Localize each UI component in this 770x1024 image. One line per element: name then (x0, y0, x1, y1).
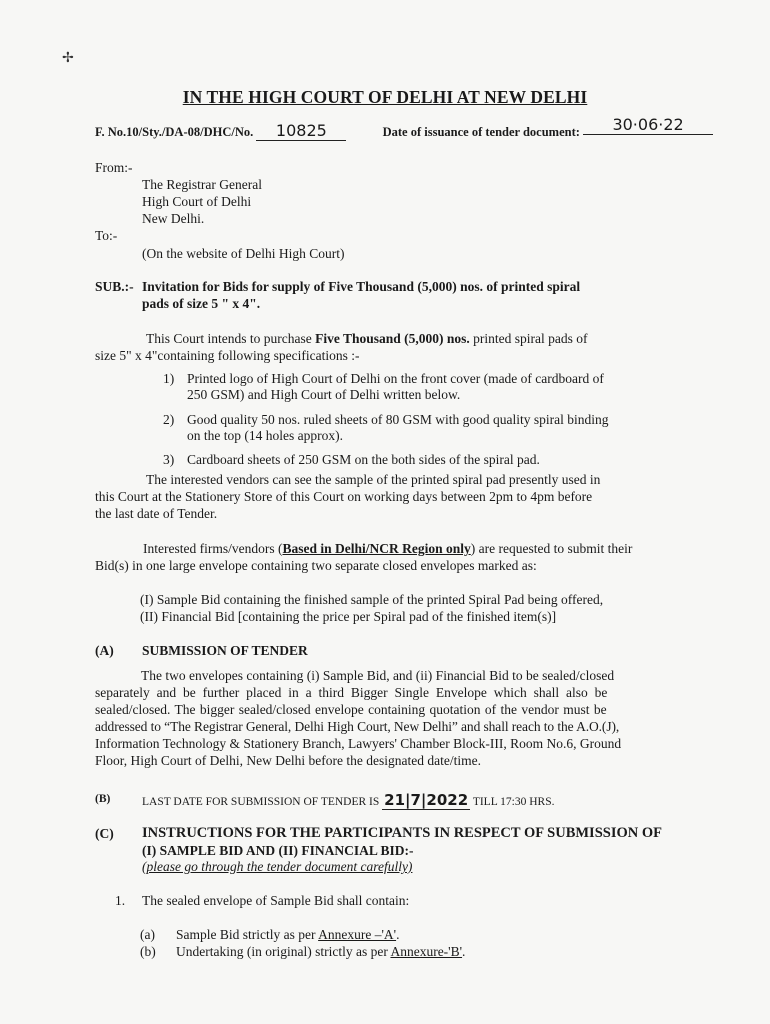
to-label: To:- (95, 228, 118, 243)
last-date-text: LAST DATE FOR SUBMISSION OF TENDER IS (142, 796, 380, 808)
sub-item-b: Undertaking (in original) strictly as per Annexure-'B'. (176, 944, 466, 959)
section-b-line (142, 791, 555, 810)
section-c-note: (please go through the tender document carefully) (142, 859, 413, 874)
subject-label: SUB.:- (95, 279, 134, 294)
section-c-label: (C) (95, 826, 114, 841)
issue-date-handwritten: 30·06·22 (583, 115, 713, 135)
document-page: ✢ IN THE HIGH COURT OF DELHI AT NEW DELHI F. No.10/Sty./DA-08/DHC/No. 10825 Date of issuance of tender document: 30·06·22 From:- The Registrar General High Court of Delhi New Delhi. To:- (On the website of Delhi High Court) SUB.:- Invitation for Bids for supply of Five Thousand (5,000) nos. of printed spiral pads of size 5 " x 4". This Court intends to purchase Five Thousand (5,000) nos. printed spiral pads of size 5" x 4"containing following specifications :- 1) Printed logo of High Court of Delhi on the front cover (made of cardboard of 250 GSM) and High Court of Delhi written below. 2) Good quality 50 nos. ruled sheets of 80 GSM with good quality spiral binding on the top (14 holes approx). 3) Cardboard sheets of 250 GSM on the both sides of the spiral pad. The interested vendors can see the sample of the printed spiral pad presently used in this Court at the Stationery Store of this Court on working days between 2pm to 4pm before the last date of Tender. Interested firms/vendors (Based in Delhi/NCR Region only) are requested to submit their Bid(s) in one large envelope containing two separate closed envelopes marked as: (I) Sample Bid containing the finished sample of the printed Spiral Pad being offered, (II) Financial Bid [containing the price per Spiral pad of the finished item(s)] (A) SUBMISSION OF TENDER The two envelopes containing (i) Sample Bid, and (ii) Financial Bid to be sealed/closed separately and be further placed in a third Bigger Single Envelope which shall also be sealed/closed. The bigger sealed/closed envelope containing quotation of the vendor must be addressed to “The Registrar General, Delhi High Court, New Delhi” and shall reach to the A.O.(J), Information Technology & Stationery Branch, Lawyers' Chamber Block-III, Room No.6, Ground Floor, High Court of Delhi, New Delhi before the designated date/time. (B) LAST DATE FOR SUBMISSION OF TENDER IS 21|7|2022 TILL 17:30 HRS. (C) INSTRUCTIONS FOR THE PARTICIPANTS IN RESPECT OF SUBMISSION OF (I) SAMPLE BID AND (II) FINANCIAL BID:- (please go through the tender document carefully) 1. The sealed envelope of Sample Bid shall contain: (a) Sample Bid strictly as per Annexure –'A'. (b) Undertaking (in original) strictly as per Annexure-'B'. (0, 0, 770, 1024)
last-date-handwritten: 21|7|2022 (384, 791, 469, 809)
section-c-title-2: (I) SAMPLE BID AND (II) FINANCIAL BID:- (142, 843, 414, 858)
sample-para-line-2: this Court at the Stationery Store of this Court on working days between 2pm to 4pm before (95, 489, 593, 504)
subject-line-2: pads of size 5 " x 4". (142, 296, 261, 311)
sub-item-a: Sample Bid strictly as per Annexure –'A'. (176, 927, 400, 942)
from-line-2: High Court of Delhi (142, 194, 252, 209)
date-label: Date of issuance of tender document: (382, 125, 580, 139)
annexure-b-link: Annexure-'B' (390, 944, 463, 959)
sub-item-a-number: (a) (140, 927, 155, 942)
subject-line-1: Invitation for Bids for supply of Five Thousand (5,000) nos. of printed spiral (142, 279, 581, 294)
from-line-3: New Delhi. (142, 211, 205, 226)
to-line: (On the website of Delhi High Court) (142, 246, 345, 261)
intro-line-2: size 5" x 4"containing following specifications :- (95, 348, 360, 363)
from-line-1: The Registrar General (142, 177, 262, 192)
section-a-title: SUBMISSION OF TENDER (142, 643, 308, 658)
last-date-till: TILL 17:30 HRS. (472, 796, 555, 808)
section-c-title-1: INSTRUCTIONS FOR THE PARTICIPANTS IN RESPECT OF SUBMISSION OF (142, 825, 662, 841)
section-a-paragraph: The two envelopes containing (i) Sample Bid, and (ii) Financial Bid to be sealed/closed separately and be further placed in a third Bigger Single Envelope which shall also be sealed/closed. The bigger sealed/closed envelope containing quotation of the vendor must be addressed to “The Registrar General, Delhi High Court, New Delhi” and shall reach to the A.O.(J), Information Technology & Stationery Branch, Lawyers' Chamber Block-III, Room No.6, Ground Floor, High Court of Delhi, New Delhi before the designated date/time. (95, 668, 622, 768)
section-a-label: (A) (95, 643, 114, 658)
intro-line-1: This Court intends to purchase Five Thousand (5,000) nos. printed spiral pads of (146, 331, 588, 346)
scan-mark-icon: ✢ (62, 51, 74, 66)
firms-line-1: Interested firms/vendors (Based in Delhi/NCR Region only) are requested to submit their (143, 541, 633, 556)
court-title: IN THE HIGH COURT OF DELHI AT NEW DELHI (182, 87, 588, 107)
sample-para-line-1: The interested vendors can see the sample of the printed spiral pad presently used in (146, 472, 601, 487)
sub-item-b-number: (b) (140, 944, 156, 959)
bid-item-1: (I) Sample Bid containing the finished sample of the printed Spiral Pad being offered, (140, 592, 604, 607)
from-label: From:- (95, 160, 133, 175)
bid-item-2: (II) Financial Bid [containing the price per Spiral pad of the finished item(s)] (140, 609, 557, 624)
item-1-text: The sealed envelope of Sample Bid shall contain: (142, 893, 410, 908)
item-1-number: 1. (115, 893, 126, 908)
file-label: F. No.10/Sty./DA-08/DHC/No. (95, 125, 254, 139)
section-b-label: (B) (95, 793, 111, 805)
file-number-line (95, 115, 745, 141)
annexure-a-link: Annexure –'A' (318, 927, 397, 942)
firms-line-2: Bid(s) in one large envelope containing two separate closed envelopes marked as: (95, 558, 537, 573)
file-number-handwritten: 10825 (256, 121, 346, 141)
sample-para-line-3: the last date of Tender. (95, 506, 218, 521)
